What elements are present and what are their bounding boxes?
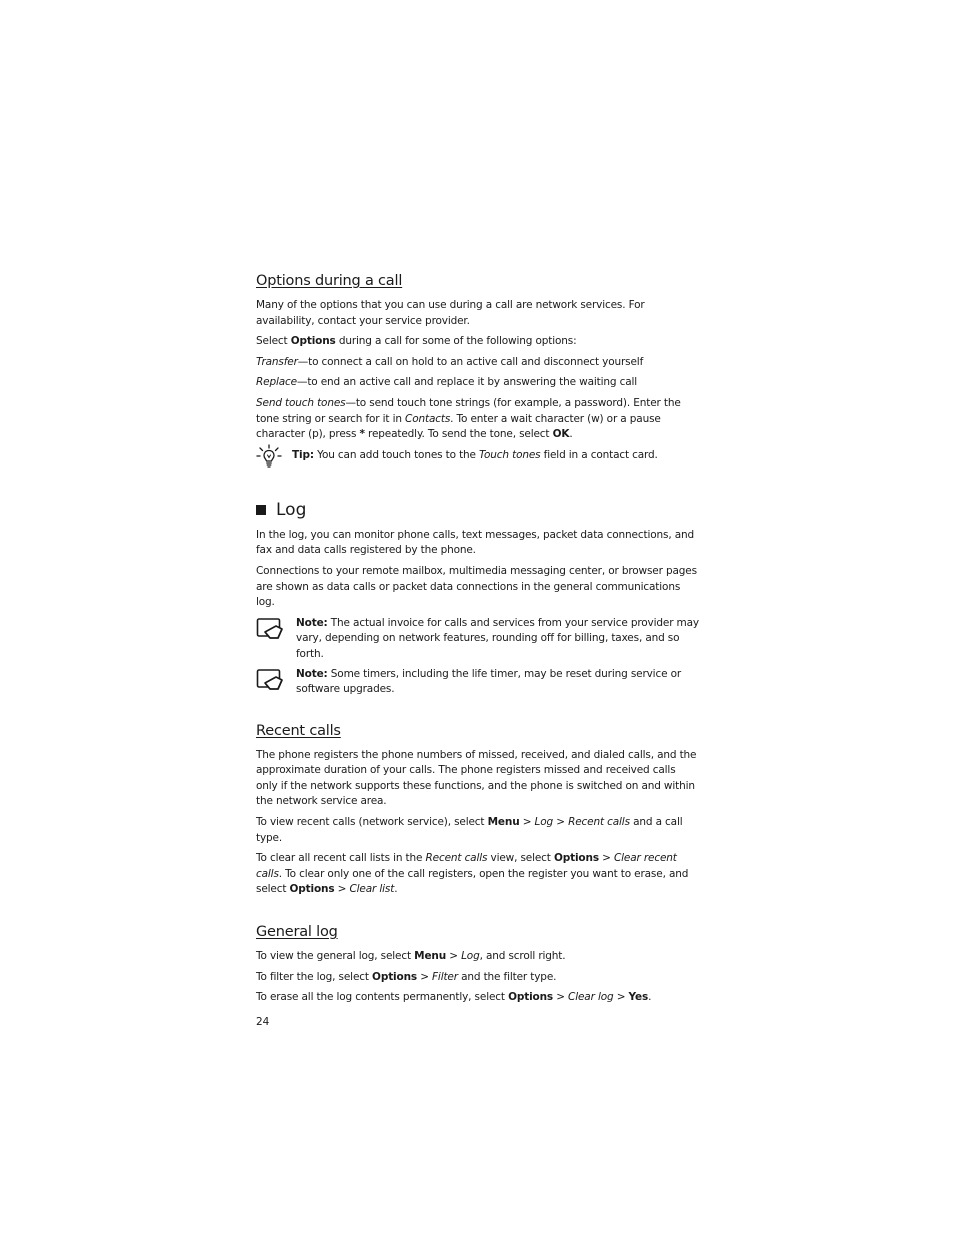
note-hand-icon: [256, 667, 286, 693]
option-transfer: Transfer—to connect a call on hold to an active call and disconnect yourself: [256, 355, 644, 368]
general-paragraph-3: To erase all the log contents permanently, select Options > Clear log > Yes.: [256, 991, 652, 1004]
heading-recent-calls: Recent calls: [256, 722, 341, 739]
tip-text: Tip: You can add touch tones to the Touch tones field in a contact card.: [292, 448, 658, 461]
recent-paragraph-1: The phone registers the phone numbers of missed, received, and dialed calls, and the approximate duration of your calls. The phone registers missed and received calls only if the network supports these functions, and the phone is switched on and within the network service area.: [256, 748, 697, 808]
log-paragraph-1: In the log, you can monitor phone calls, text messages, packet data connections, and fax and data calls registered by the phone.: [256, 528, 695, 557]
heading-options-during-call: Options during a call: [256, 273, 403, 289]
option-send-touch-tones: Send touch tones—to send touch tone strings (for example, a password). Enter the tone string or search for it in Contacts. To enter a wait character (w) or a pause character (p), press * repeatedly. To send the tone, select OK.: [256, 396, 681, 441]
general-paragraph-2: To filter the log, select Options > Filter and the filter type.: [256, 970, 557, 983]
manual-page: [256, 270, 700, 1028]
recent-paragraph-3: To clear all recent call lists in the Recent calls view, select Options > Clear recent calls. To clear only one of the call registers, open the register you want to erase, and select Options > Clear list.: [256, 852, 689, 896]
option-replace: Replace—to end an active call and replace it by answering the waiting call: [256, 376, 638, 389]
note-box-invoice: [256, 616, 700, 663]
note-text-invoice: Note: The actual invoice for calls and services from your service provider may vary, depending on network features, rounding off for billing, taxes, and so forth.: [296, 616, 699, 660]
log-paragraph-2: Connections to your remote mailbox, multimedia messaging center, or browser pages are shown as data calls or packet data connections in the general communications log.: [256, 564, 697, 609]
heading-log: [256, 498, 700, 522]
note-text-timers: Note: Some timers, including the life timer, may be reset during service or software upgrades.: [296, 667, 682, 696]
lightbulb-tip-icon: [256, 444, 282, 470]
options-select-line: Select Options during a call for some of the following options:: [256, 335, 577, 348]
heading-general-log: General log: [256, 924, 338, 941]
note-box-timers: [256, 667, 700, 698]
page-number: 24: [256, 1015, 270, 1028]
section-square-bullet: [256, 505, 266, 515]
heading-log-text: Log: [276, 499, 307, 520]
tip-box: [256, 448, 700, 470]
recent-paragraph-2: To view recent calls (network service), select Menu > Log > Recent calls and a call type.: [256, 816, 683, 844]
options-intro: Many of the options that you can use during a call are network services. For availability, contact your service provider.: [256, 299, 645, 327]
note-hand-icon: [256, 616, 286, 642]
general-paragraph-1: To view the general log, select Menu > Log, and scroll right.: [256, 950, 566, 963]
